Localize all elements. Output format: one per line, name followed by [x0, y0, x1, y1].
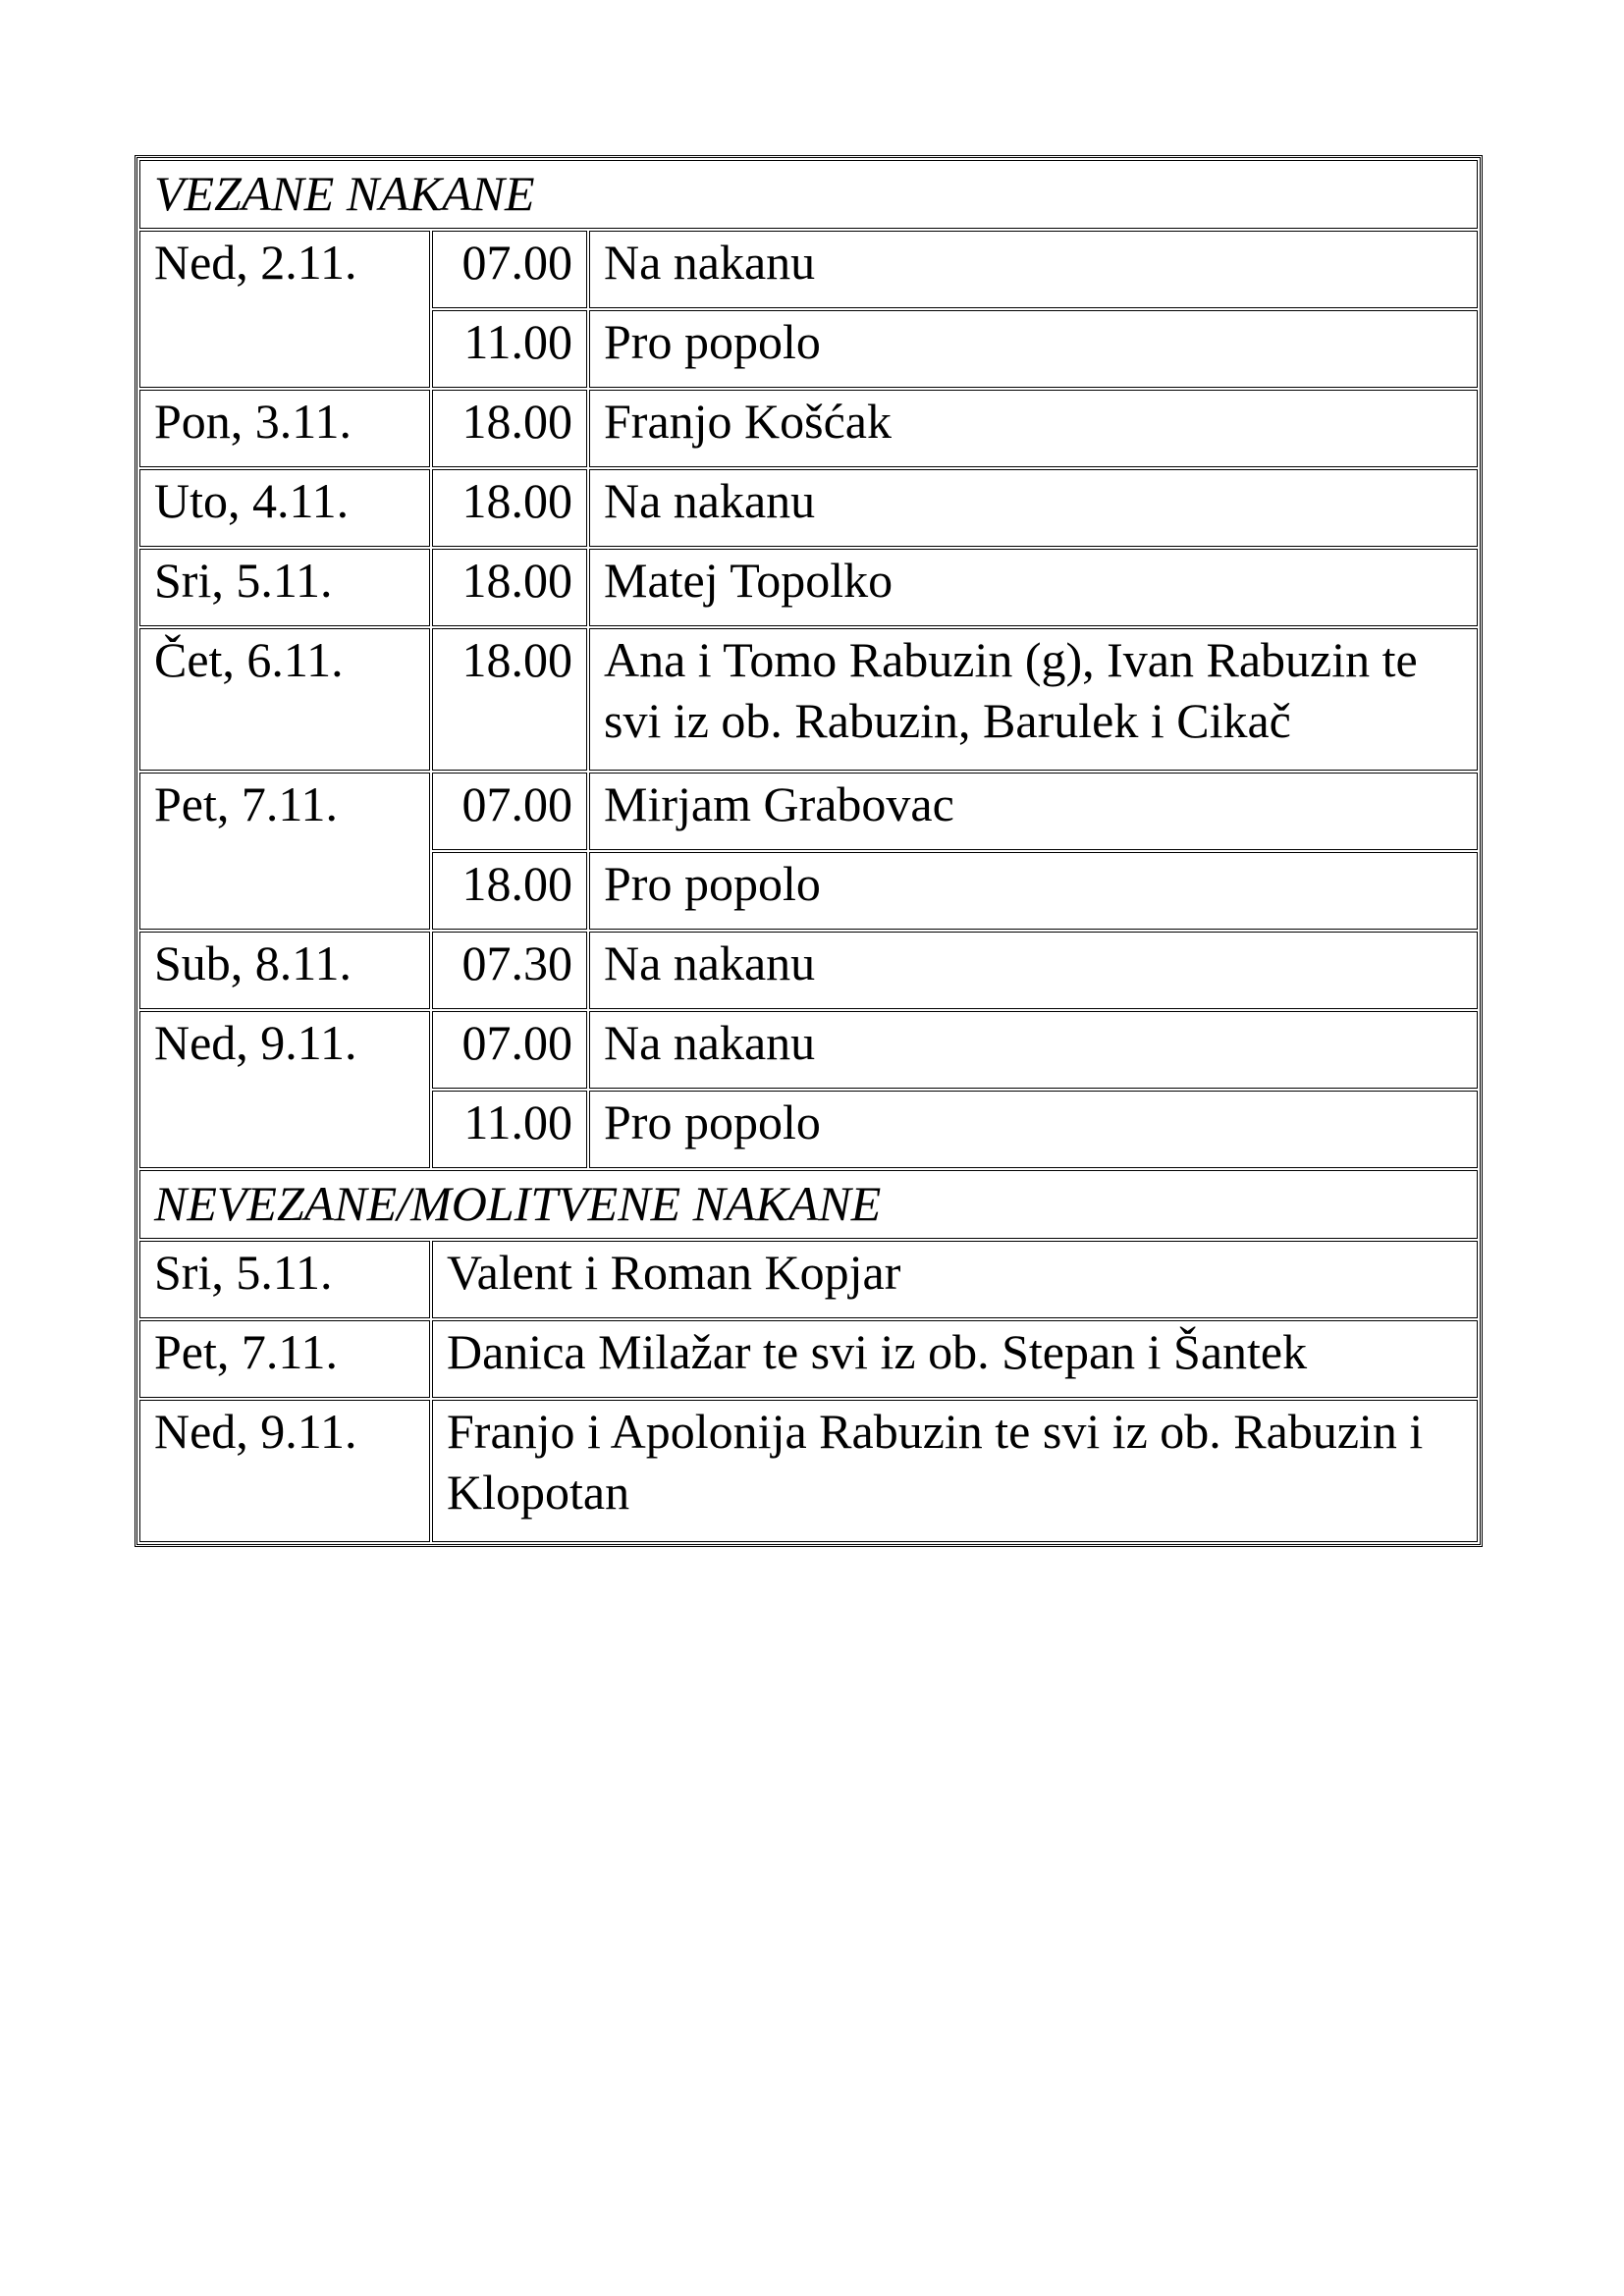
- time-cell: 11.00: [432, 310, 587, 388]
- time-cell: 18.00: [432, 628, 587, 771]
- table-row: [139, 1241, 1478, 1318]
- day-cell: Čet, 6.11.: [139, 628, 430, 771]
- day-cell: Pet, 7.11.: [139, 773, 430, 930]
- time-cell: 07.00: [432, 1011, 587, 1089]
- intention-cell: Valent i Roman Kopjar: [432, 1241, 1478, 1318]
- intention-cell: Franjo i Apolonija Rabuzin te svi iz ob. Rabuzin i Klopotan: [432, 1400, 1478, 1542]
- intention-cell: Na nakanu: [589, 469, 1478, 547]
- intention-cell: Na nakanu: [589, 1011, 1478, 1089]
- day-cell: Ned, 9.11.: [139, 1011, 430, 1168]
- day-cell: Uto, 4.11.: [139, 469, 430, 547]
- time-cell: 18.00: [432, 549, 587, 626]
- time-cell: 07.00: [432, 231, 587, 308]
- section-heading-row: [139, 160, 1478, 229]
- unbound-intentions-heading: NEVEZANE/MOLITVENE NAKANE: [139, 1170, 1478, 1239]
- intention-cell: Pro popolo: [589, 1091, 1478, 1168]
- intention-cell: Mirjam Grabovac: [589, 773, 1478, 850]
- day-cell: Pet, 7.11.: [139, 1320, 430, 1398]
- time-cell: 11.00: [432, 1091, 587, 1168]
- day-cell: Ned, 2.11.: [139, 231, 430, 388]
- day-cell: Ned, 9.11.: [139, 1400, 430, 1542]
- day-cell: Sri, 5.11.: [139, 1241, 430, 1318]
- table-row: [139, 1011, 1478, 1089]
- day-cell: Pon, 3.11.: [139, 390, 430, 467]
- table-row: [139, 1400, 1478, 1542]
- day-cell: Sub, 8.11.: [139, 932, 430, 1009]
- intention-cell: Ana i Tomo Rabuzin (g), Ivan Rabuzin te svi iz ob. Rabuzin, Barulek i Cikač: [589, 628, 1478, 771]
- intention-cell: Franjo Košćak: [589, 390, 1478, 467]
- table-row: [139, 469, 1478, 547]
- table-row: [139, 231, 1478, 308]
- time-cell: 18.00: [432, 469, 587, 547]
- table-row: [139, 932, 1478, 1009]
- intention-cell: Pro popolo: [589, 852, 1478, 930]
- time-cell: 18.00: [432, 852, 587, 930]
- intention-cell: Na nakanu: [589, 231, 1478, 308]
- mass-intentions-table: [135, 155, 1483, 1547]
- bound-intentions-heading: VEZANE NAKANE: [139, 160, 1478, 229]
- table-row: [139, 549, 1478, 626]
- intention-cell: Danica Milažar te svi iz ob. Stepan i Šantek: [432, 1320, 1478, 1398]
- intention-cell: Matej Topolko: [589, 549, 1478, 626]
- intention-cell: Pro popolo: [589, 310, 1478, 388]
- time-cell: 18.00: [432, 390, 587, 467]
- time-cell: 07.00: [432, 773, 587, 850]
- table-row: [139, 773, 1478, 850]
- section-heading-row: [139, 1170, 1478, 1239]
- time-cell: 07.30: [432, 932, 587, 1009]
- intention-cell: Na nakanu: [589, 932, 1478, 1009]
- table-row: [139, 628, 1478, 771]
- day-cell: Sri, 5.11.: [139, 549, 430, 626]
- table-row: [139, 1320, 1478, 1398]
- table-row: [139, 390, 1478, 467]
